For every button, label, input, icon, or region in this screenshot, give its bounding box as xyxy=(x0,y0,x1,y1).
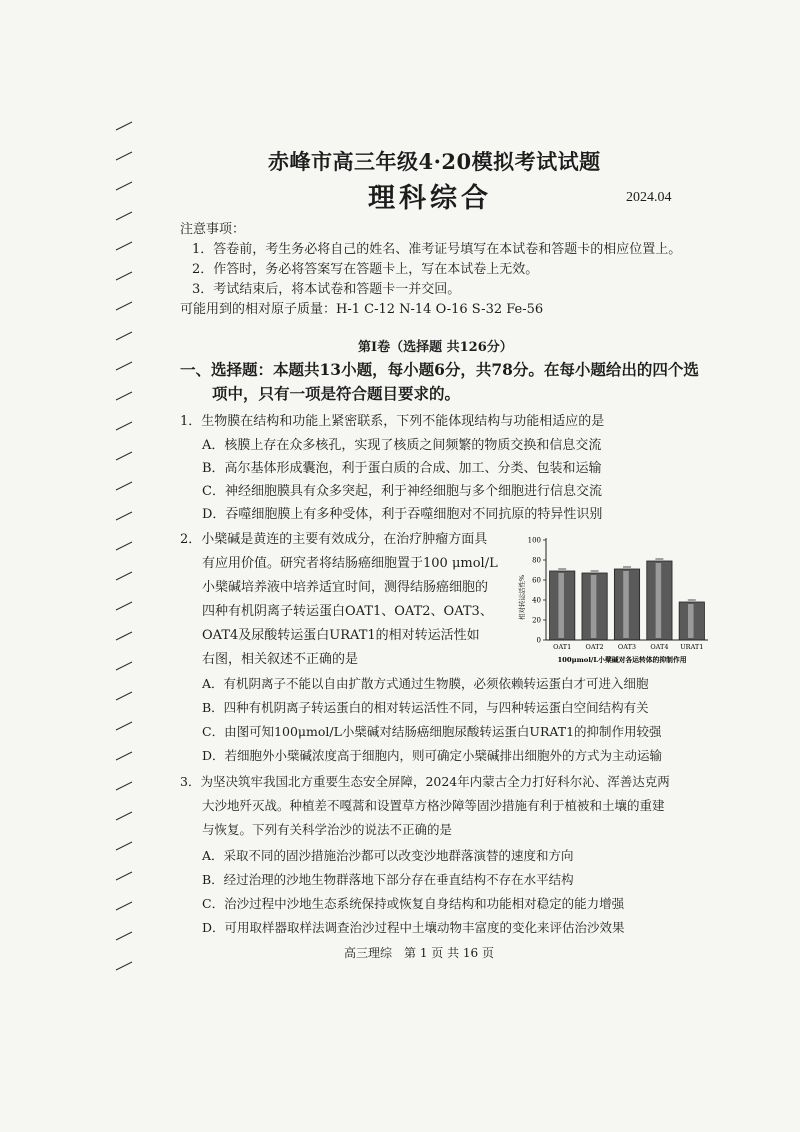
chart-y-tick-label: 40 xyxy=(532,596,541,605)
question-2-stem-line: OAT4及尿酸转运蛋白URAT1的相对转运活性如 xyxy=(202,628,480,643)
question-2-stem-line: 有应用价值。研究者将结肠癌细胞置于100 μmol/L xyxy=(202,556,498,571)
chart-bar-highlight xyxy=(591,575,597,638)
question-2-option-b: B．四种有机阴离子转运蛋白的相对转运活性不同，与四种转运蛋白空间结构有关 xyxy=(202,700,649,715)
chart-title: 100μmol/L小檗碱对各运转体的抑制作用 xyxy=(557,656,687,664)
question-3-option-a: A．采取不同的固沙措施治沙都可以改变沙地群落演替的速度和方向 xyxy=(202,848,574,863)
question-3-option-c: C．治沙过程中沙地生态系统保持或恢复自身结构和功能相对稳定的能力增强 xyxy=(202,896,625,911)
chart-bar-highlight xyxy=(656,563,662,638)
chart-y-tick-label: 0 xyxy=(536,636,541,645)
section-heading: 一、选择题：本题共13小题，每小题6分，共78分。在每小题给出的四个选 xyxy=(180,360,699,379)
notice-item: 3．考试结束后，将本试卷和答题卡一并交回。 xyxy=(192,282,461,297)
question-3-stem-line: 3．为坚决筑牢我国北方重要生态安全屏障，2024年内蒙古全力打好科尔沁、浑善达克两 xyxy=(180,774,670,789)
chart-x-tick-label: URAT1 xyxy=(680,643,704,651)
question-2-option-d: D．若细胞外小檗碱浓度高于细胞内，则可确定小檗碱排出细胞外的方式为主动运输 xyxy=(202,748,663,763)
chart-x-tick-label: OAT3 xyxy=(617,643,637,651)
chart-bar-highlight xyxy=(558,573,564,638)
question-3-stem-line: 大沙地歼灭战。种植差不嘎蒿和设置草方格沙障等固沙措施有利于植被和土壤的重建 xyxy=(202,798,665,813)
question-1-option-b: B．高尔基体形成囊泡，利于蛋白质的合成、加工、分类、包装和运输 xyxy=(202,461,602,476)
chart-y-tick-label: 20 xyxy=(532,616,541,625)
question-2-option-a: A．有机阴离子不能以自由扩散方式通过生物膜，必须依赖转运蛋白才可进入细胞 xyxy=(202,676,649,691)
chart-bar-highlight xyxy=(623,571,629,638)
exam-subject: 理科综合 xyxy=(368,183,492,214)
exam-date: 2024.04 xyxy=(626,190,672,205)
exam-title: 赤峰市高三年级4·20模拟考试试题 xyxy=(268,149,601,174)
page-footer: 高三理综 第 1 页 共 16 页 xyxy=(344,946,494,960)
question-3-option-b: B．经过治理的沙地生物群落地下部分存在垂直结构不存在水平结构 xyxy=(202,872,574,887)
question-2-stem-line: 右图，相关叙述不正确的是 xyxy=(202,652,359,667)
question-3-stem-line: 与恢复。下列有关科学治沙的说法不正确的是 xyxy=(202,822,453,837)
part-title: 第Ⅰ卷（选择题 共126分） xyxy=(358,340,513,355)
question-2-stem-line: 2．小檗碱是黄连的主要有效成分，在治疗肿瘤方面具 xyxy=(180,532,488,547)
question-1-option-c: C．神经细胞膜具有众多突起，利于神经细胞与多个细胞进行信息交流 xyxy=(202,484,602,499)
binding-margin-marks xyxy=(112,120,136,1000)
chart-x-tick-label: OAT2 xyxy=(585,643,604,651)
section-heading-cont: 项中，只有一项是符合题目要求的。 xyxy=(212,384,461,403)
chart-x-tick-label: OAT4 xyxy=(650,643,669,651)
question-2-stem-line: 四种有机阴离子转运蛋白OAT1、OAT2、OAT3、 xyxy=(202,604,493,619)
chart-x-tick-label: OAT1 xyxy=(553,643,572,651)
notice-item: 2．作答时，务必将答案写在答题卡上，写在本试卷上无效。 xyxy=(192,262,539,277)
chart-y-tick-label: 80 xyxy=(532,556,541,565)
question-3-option-d: D．可用取样器取样法调查治沙过程中土壤动物丰富度的变化来评估治沙效果 xyxy=(202,920,625,935)
chart-y-tick-label: 60 xyxy=(532,576,541,585)
question-1-option-a: A．核膜上存在众多核孔，实现了核质之间频繁的物质交换和信息交流 xyxy=(202,438,602,453)
notice-item: 1．答卷前，考生务必将自己的姓名、准考证号填写在本试卷和答题卡的相应位置上。 xyxy=(192,242,682,257)
chart-ylabel: 相对转运活性% xyxy=(518,574,526,620)
question-1-option-d: D．吞噬细胞膜上有多种受体，利于吞噬细胞对不同抗原的特异性识别 xyxy=(202,507,603,522)
chart-bar-highlight xyxy=(688,604,694,638)
question-1-stem: 1．生物膜在结构和功能上紧密联系，下列不能体现结构与功能相适应的是 xyxy=(180,414,605,429)
atomic-mass-line: 可能用到的相对原子质量：H-1 C-12 N-14 O-16 S-32 Fe-56 xyxy=(180,302,544,317)
chart-y-tick-label: 100 xyxy=(527,536,541,545)
transport-activity-chart xyxy=(512,532,712,672)
notice-heading: 注意事项： xyxy=(180,222,246,237)
question-2-option-c: C．由图可知100μmol/L小檗碱对结肠癌细胞尿酸转运蛋白URAT1的抑制作用较强 xyxy=(202,724,662,739)
question-2-stem-line: 小檗碱培养液中培养适宜时间，测得结肠癌细胞的 xyxy=(202,580,489,595)
